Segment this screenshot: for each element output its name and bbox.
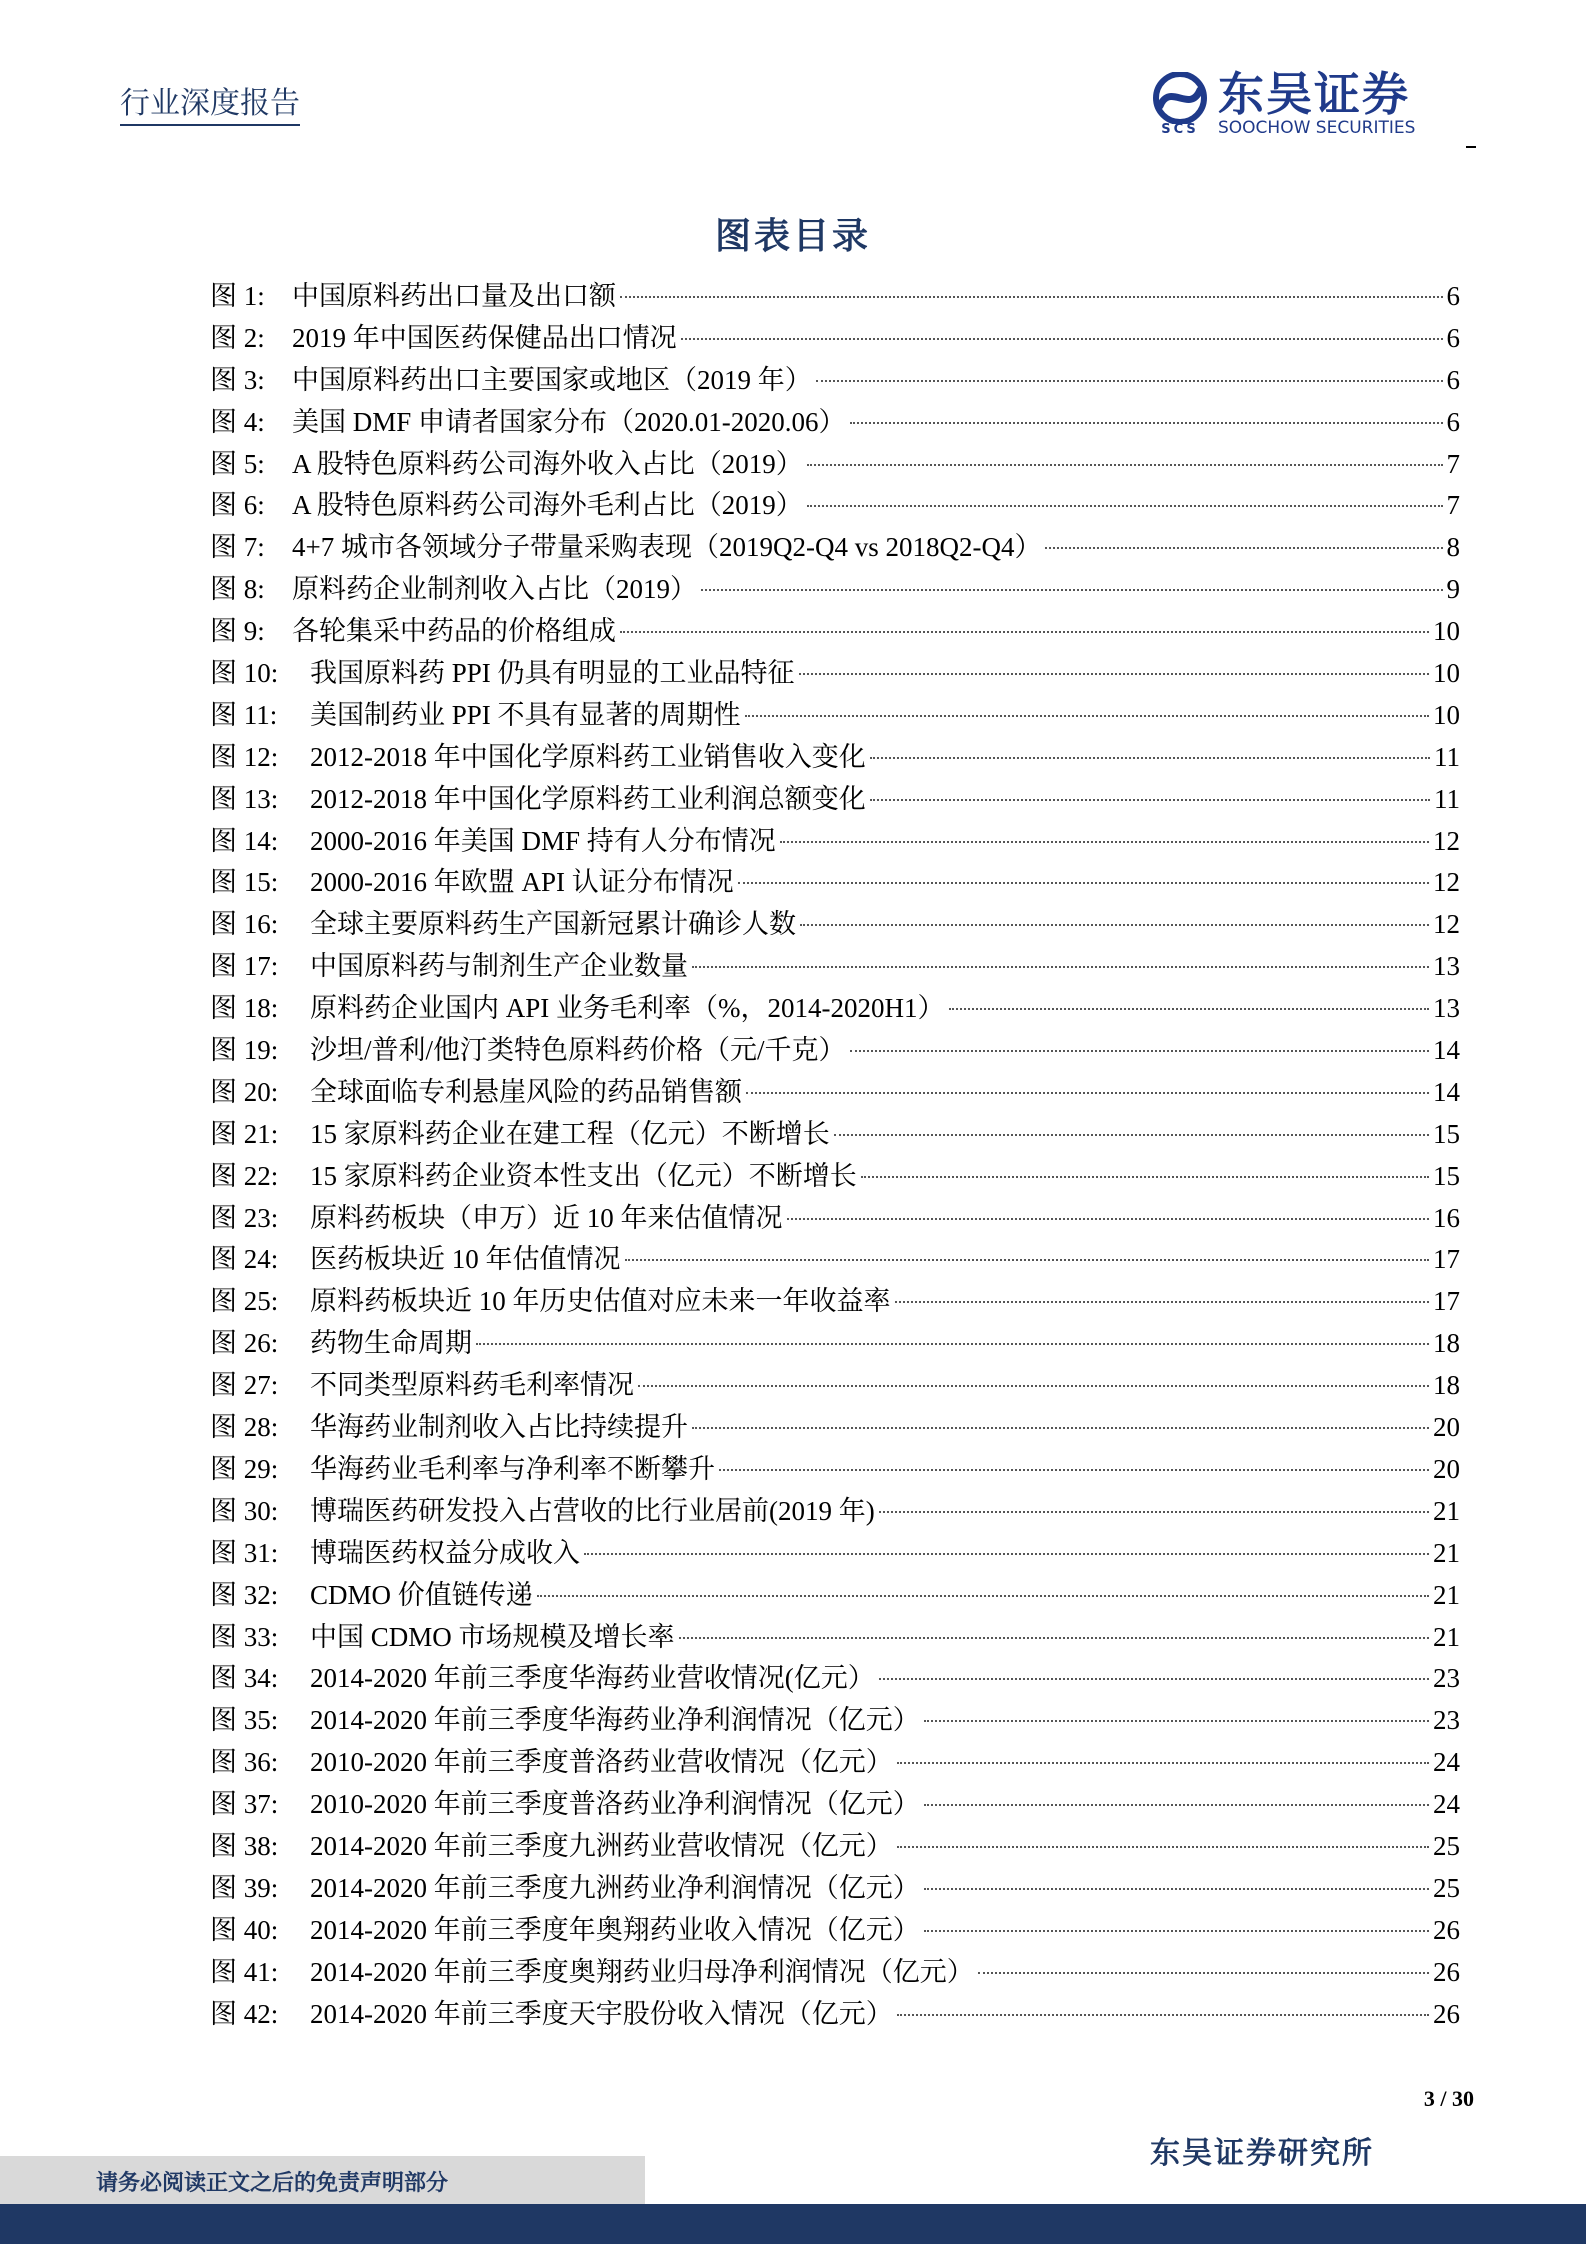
- toc-entry-label: 图 32:: [210, 1579, 279, 1610]
- toc-leader-dots: [692, 1427, 1429, 1429]
- toc-entry-label: 图 27:: [210, 1370, 279, 1401]
- toc-leader-dots: [895, 1301, 1430, 1303]
- toc-entry-page: 6: [1446, 281, 1460, 311]
- toc-leader-dots: [924, 1720, 1429, 1722]
- toc-entry[interactable]: [210, 485, 1460, 527]
- toc-entry-page: 26: [1433, 1998, 1460, 2029]
- report-type-label: 行业深度报告: [120, 78, 300, 126]
- toc-entry-label: 图 25:: [210, 1286, 279, 1317]
- toc-entry[interactable]: [210, 569, 1460, 611]
- toc-entry-title: 全球主要原料药生产国新冠累计确诊人数: [310, 909, 796, 940]
- toc-entry-page: 23: [1433, 1663, 1460, 1694]
- toc-entry[interactable]: [210, 402, 1460, 444]
- toc-entry[interactable]: [210, 1658, 1460, 1700]
- toc-entry-title: 2014-2020 年前三季度奥翔药业归母净利润情况（亿元）: [310, 1956, 974, 1987]
- toc-entry[interactable]: [210, 988, 1460, 1030]
- toc-entry[interactable]: [210, 444, 1460, 486]
- toc-list: [210, 276, 1460, 2035]
- toc-entry-title: 2014-2020 年前三季度华海药业营收情况(亿元）: [310, 1663, 875, 1694]
- toc-entry-title: 2014-2020 年前三季度九洲药业净利润情况（亿元）: [310, 1872, 920, 1903]
- footer-organization: 东吴证券研究所: [1150, 2136, 1374, 2171]
- toc-entry-label: 图 1:: [210, 281, 265, 311]
- toc-entry-label: 图 16:: [210, 909, 279, 940]
- toc-entry-title: 华海药业制剂收入占比持续提升: [310, 1412, 688, 1443]
- toc-entry-title: 2010-2020 年前三季度普洛药业营收情况（亿元）: [310, 1747, 893, 1778]
- toc-title: 图表目录: [714, 215, 871, 257]
- toc-entry-title: 全球面临专利悬崖风险的药品销售额: [310, 1076, 742, 1107]
- toc-entry-page: 11: [1434, 741, 1460, 772]
- toc-leader-dots: [924, 1804, 1429, 1806]
- toc-leader-dots: [879, 1511, 1429, 1513]
- toc-entry-label: 图 19:: [210, 1035, 279, 1066]
- toc-entry-label: 图 34:: [210, 1663, 279, 1694]
- toc-entry[interactable]: [210, 904, 1460, 946]
- toc-entry-label: 图 21:: [210, 1118, 279, 1149]
- toc-entry[interactable]: [210, 1156, 1460, 1198]
- toc-entry[interactable]: [210, 862, 1460, 904]
- toc-entry-label: 图 41:: [210, 1956, 279, 1987]
- toc-leader-dots: [897, 1762, 1429, 1764]
- toc-entry-page: 25: [1433, 1830, 1460, 1861]
- toc-leader-dots: [537, 1595, 1429, 1597]
- toc-entry-label: 图 29:: [210, 1453, 279, 1484]
- toc-entry[interactable]: [210, 1323, 1460, 1365]
- footer-bar: [0, 2204, 1586, 2244]
- toc-entry-label: 图 13:: [210, 783, 279, 814]
- toc-leader-dots: [692, 966, 1429, 968]
- toc-entry[interactable]: [210, 1072, 1460, 1114]
- toc-entry-page: 11: [1434, 783, 1460, 814]
- toc-entry-label: 图 42:: [210, 1998, 279, 2029]
- toc-entry[interactable]: [210, 737, 1460, 779]
- toc-entry-label: 图 22:: [210, 1160, 279, 1191]
- toc-entry-title: 2014-2020 年前三季度九洲药业营收情况（亿元）: [310, 1830, 893, 1861]
- toc-leader-dots: [620, 631, 1429, 633]
- toc-entry-page: 18: [1433, 1370, 1460, 1401]
- toc-entry[interactable]: [210, 1742, 1460, 1784]
- toc-leader-dots: [861, 1176, 1429, 1178]
- toc-entry[interactable]: [210, 1030, 1460, 1072]
- toc-entry-title: 博瑞医药研发投入占营收的比行业居前(2019 年): [310, 1495, 875, 1526]
- toc-entry-label: 图 2:: [210, 322, 265, 353]
- toc-entry-label: 图 15:: [210, 867, 279, 898]
- toc-leader-dots: [897, 1846, 1429, 1848]
- toc-entry[interactable]: [210, 1910, 1460, 1952]
- toc-entry-page: 10: [1433, 616, 1460, 647]
- toc-entry[interactable]: [210, 779, 1460, 821]
- toc-entry-title: 4+7 城市各领域分子带量采购表现（2019Q2-Q4 vs 2018Q2-Q4）: [292, 532, 1042, 563]
- toc-entry-label: 图 5:: [210, 448, 265, 479]
- toc-entry[interactable]: [210, 318, 1460, 360]
- toc-leader-dots: [897, 2014, 1429, 2016]
- toc-leader-dots: [924, 1888, 1429, 1890]
- toc-entry[interactable]: [210, 1784, 1460, 1826]
- footer-disclaimer: 请务必阅读正文之后的免责声明部分: [96, 2171, 449, 2196]
- toc-entry-label: 图 17:: [210, 951, 279, 982]
- toc-entry-label: 图 11:: [210, 699, 278, 730]
- toc-leader-dots: [780, 841, 1429, 843]
- toc-entry-label: 图 36:: [210, 1747, 279, 1778]
- toc-entry-title: 2019 年中国医药保健品出口情况: [292, 322, 677, 353]
- toc-entry-page: 21: [1433, 1537, 1460, 1568]
- toc-entry[interactable]: [210, 1826, 1460, 1868]
- toc-entry-label: 图 26:: [210, 1328, 279, 1359]
- toc-entry-label: 图 9:: [210, 616, 265, 647]
- toc-leader-dots: [745, 715, 1429, 717]
- toc-leader-dots: [638, 1385, 1429, 1387]
- toc-entry-page: 14: [1433, 1076, 1460, 1107]
- toc-entry[interactable]: [210, 695, 1460, 737]
- toc-entry-label: 图 38:: [210, 1830, 279, 1861]
- toc-entry[interactable]: [210, 1868, 1460, 1910]
- toc-entry-label: 图 6:: [210, 490, 265, 521]
- toc-leader-dots: [834, 1134, 1429, 1136]
- scs-logo-icon: [1148, 72, 1212, 124]
- toc-entry-page: 26: [1433, 1956, 1460, 1987]
- page-number: 3 / 30: [1423, 2086, 1474, 2111]
- toc-entry-page: 17: [1433, 1244, 1460, 1275]
- toc-entry[interactable]: [210, 611, 1460, 653]
- toc-entry-page: 10: [1433, 699, 1460, 730]
- toc-leader-dots: [879, 1678, 1429, 1680]
- toc-entry-page: 13: [1433, 993, 1460, 1024]
- toc-entry-title: 中国 CDMO 市场规模及增长率: [310, 1621, 675, 1652]
- toc-entry-page: 24: [1433, 1789, 1460, 1820]
- toc-entry-page: 21: [1433, 1579, 1460, 1610]
- toc-entry-title: 中国原料药出口主要国家或地区（2019 年）: [292, 364, 812, 395]
- toc-entry-page: 25: [1433, 1872, 1460, 1903]
- toc-leader-dots: [870, 757, 1430, 759]
- toc-entry[interactable]: [210, 653, 1460, 695]
- toc-entry-title: 我国原料药 PPI 仍具有明显的工业品特征: [310, 658, 795, 689]
- toc-entry-label: 图 23:: [210, 1202, 279, 1233]
- toc-entry[interactable]: [210, 1365, 1460, 1407]
- toc-entry-page: 7: [1446, 448, 1460, 479]
- toc-entry-label: 图 28:: [210, 1412, 279, 1443]
- toc-entry-label: 图 8:: [210, 574, 265, 605]
- toc-entry-title: 沙坦/普利/他汀类特色原料药价格（元/千克）: [310, 1035, 846, 1066]
- toc-entry-title: 美国 DMF 申请者国家分布（2020.01-2020.06）: [292, 406, 846, 437]
- toc-entry-page: 16: [1433, 1202, 1460, 1233]
- toc-entry-page: 6: [1446, 406, 1460, 437]
- toc-leader-dots: [978, 1972, 1429, 1974]
- toc-entry-page: 26: [1433, 1914, 1460, 1945]
- toc-entry-page: 15: [1433, 1160, 1460, 1191]
- toc-entry-title: 不同类型原料药毛利率情况: [310, 1370, 634, 1401]
- toc-entry-label: 图 40:: [210, 1914, 279, 1945]
- toc-entry-label: 图 14:: [210, 825, 279, 856]
- toc-entry-label: 图 37:: [210, 1789, 279, 1820]
- toc-entry-page: 6: [1446, 364, 1460, 395]
- toc-entry[interactable]: [210, 1575, 1460, 1617]
- toc-entry[interactable]: [210, 946, 1460, 988]
- toc-entry-page: 8: [1446, 532, 1460, 563]
- toc-entry-title: 原料药板块近 10 年历史估值对应未来一年收益率: [310, 1286, 891, 1317]
- toc-entry-title: 2000-2016 年美国 DMF 持有人分布情况: [310, 825, 776, 856]
- toc-leader-dots: [924, 1930, 1429, 1932]
- toc-entry[interactable]: [210, 360, 1460, 402]
- toc-leader-dots: [620, 296, 1443, 298]
- toc-entry[interactable]: [210, 1449, 1460, 1491]
- toc-entry-title: 原料药板块（申万）近 10 年来估值情况: [310, 1202, 783, 1233]
- toc-entry-page: 17: [1433, 1286, 1460, 1317]
- toc-entry[interactable]: [210, 276, 1460, 318]
- toc-entry-label: 图 33:: [210, 1621, 279, 1652]
- toc-entry-label: 图 20:: [210, 1076, 279, 1107]
- toc-leader-dots: [679, 1637, 1429, 1639]
- toc-entry[interactable]: [210, 1952, 1460, 1994]
- toc-entry-page: 24: [1433, 1747, 1460, 1778]
- toc-entry-label: 图 12:: [210, 741, 279, 772]
- toc-entry-title: 中国原料药出口量及出口额: [292, 281, 616, 311]
- toc-entry-label: 图 24:: [210, 1244, 279, 1275]
- toc-entry-title: 医药板块近 10 年估值情况: [310, 1244, 621, 1275]
- toc-entry-title: 原料药企业国内 API 业务毛利率（%，2014-2020H1）: [310, 993, 945, 1024]
- toc-entry-page: 14: [1433, 1035, 1460, 1066]
- toc-entry-page: 12: [1433, 825, 1460, 856]
- toc-entry-page: 12: [1433, 909, 1460, 940]
- toc-entry-page: 7: [1446, 490, 1460, 521]
- toc-entry-label: 图 30:: [210, 1495, 279, 1526]
- toc-entry-page: 10: [1433, 658, 1460, 689]
- toc-entry-title: 华海药业毛利率与净利率不断攀升: [310, 1453, 715, 1484]
- toc-entry[interactable]: [210, 1994, 1460, 2036]
- toc-entry-title: 中国原料药与制剂生产企业数量: [310, 951, 688, 982]
- toc-entry-page: 21: [1433, 1495, 1460, 1526]
- toc-entry-page: 9: [1446, 574, 1460, 605]
- toc-entry-page: 15: [1433, 1118, 1460, 1149]
- toc-entry-label: 图 39:: [210, 1872, 279, 1903]
- toc-entry-page: 13: [1433, 951, 1460, 982]
- toc-entry-title: 2012-2018 年中国化学原料药工业销售收入变化: [310, 741, 866, 772]
- logo-en-text: SOOCHOW SECURITIES: [1218, 118, 1416, 138]
- toc-entry-title: 15 家原料药企业资本性支出（亿元）不断增长: [310, 1160, 857, 1191]
- toc-entry-page: 20: [1433, 1412, 1460, 1443]
- toc-leader-dots: [807, 464, 1443, 466]
- toc-entry[interactable]: [210, 1491, 1460, 1533]
- toc-entry-label: 图 31:: [210, 1537, 279, 1568]
- toc-leader-dots: [738, 882, 1429, 884]
- company-logo: [1148, 66, 1478, 146]
- toc-entry-title: 美国制药业 PPI 不具有显著的周期性: [310, 699, 741, 730]
- toc-leader-dots: [719, 1469, 1429, 1471]
- toc-entry-label: 图 35:: [210, 1705, 279, 1736]
- toc-leader-dots: [787, 1218, 1430, 1220]
- toc-leader-dots: [799, 673, 1429, 675]
- toc-entry-page: 23: [1433, 1705, 1460, 1736]
- toc-leader-dots: [800, 924, 1429, 926]
- toc-entry-page: 6: [1446, 322, 1460, 353]
- toc-leader-dots: [701, 589, 1443, 591]
- toc-entry-title: 2014-2020 年前三季度天宇股份收入情况（亿元）: [310, 1998, 893, 2029]
- toc-entry-label: 图 3:: [210, 364, 265, 395]
- toc-entry-page: 18: [1433, 1328, 1460, 1359]
- toc-entry[interactable]: [210, 1114, 1460, 1156]
- toc-entry-title: CDMO 价值链传递: [310, 1579, 533, 1610]
- toc-entry-title: 2010-2020 年前三季度普洛药业净利润情况（亿元）: [310, 1789, 920, 1820]
- logo-abbr: SCS: [1161, 122, 1199, 137]
- toc-leader-dots: [681, 338, 1443, 340]
- toc-leader-dots: [949, 1008, 1430, 1010]
- toc-entry-page: 21: [1433, 1621, 1460, 1652]
- toc-entry-title: 博瑞医药权益分成收入: [310, 1537, 580, 1568]
- toc-entry-title: 2014-2020 年前三季度华海药业净利润情况（亿元）: [310, 1705, 920, 1736]
- toc-entry-title: 各轮集采中药品的价格组成: [292, 616, 616, 647]
- toc-leader-dots: [746, 1092, 1429, 1094]
- toc-leader-dots: [850, 1050, 1429, 1052]
- toc-leader-dots: [850, 422, 1443, 424]
- toc-entry-label: 图 7:: [210, 532, 265, 563]
- toc-entry-label: 图 10:: [210, 658, 279, 689]
- header-rule: [1466, 146, 1476, 148]
- toc-entry[interactable]: [210, 1198, 1460, 1240]
- toc-leader-dots: [807, 505, 1443, 507]
- toc-entry[interactable]: [210, 1617, 1460, 1659]
- toc-entry[interactable]: [210, 821, 1460, 863]
- toc-entry-title: 原料药企业制剂收入占比（2019）: [292, 574, 697, 605]
- toc-entry[interactable]: [210, 1700, 1460, 1742]
- toc-entry-page: 20: [1433, 1453, 1460, 1484]
- toc-leader-dots: [870, 799, 1430, 801]
- toc-entry[interactable]: [210, 1239, 1460, 1281]
- toc-entry-label: 图 18:: [210, 993, 279, 1024]
- toc-leader-dots: [476, 1343, 1429, 1345]
- toc-entry-title: A 股特色原料药公司海外收入占比（2019）: [292, 448, 803, 479]
- toc-entry[interactable]: [210, 1533, 1460, 1575]
- toc-entry[interactable]: [210, 527, 1460, 569]
- toc-leader-dots: [1045, 547, 1442, 549]
- toc-entry-title: 2012-2018 年中国化学原料药工业利润总额变化: [310, 783, 866, 814]
- toc-entry-label: 图 4:: [210, 406, 265, 437]
- toc-leader-dots: [816, 380, 1443, 382]
- toc-entry-title: 2000-2016 年欧盟 API 认证分布情况: [310, 867, 734, 898]
- toc-entry[interactable]: [210, 1407, 1460, 1449]
- toc-entry-title: A 股特色原料药公司海外毛利占比（2019）: [292, 490, 803, 521]
- toc-entry-title: 2014-2020 年前三季度年奥翔药业收入情况（亿元）: [310, 1914, 920, 1945]
- toc-entry[interactable]: [210, 1281, 1460, 1323]
- toc-entry-title: 15 家原料药企业在建工程（亿元）不断增长: [310, 1118, 830, 1149]
- toc-leader-dots: [584, 1553, 1429, 1555]
- toc-entry-title: 药物生命周期: [310, 1328, 472, 1359]
- toc-entry-page: 12: [1433, 867, 1460, 898]
- toc-leader-dots: [625, 1259, 1430, 1261]
- logo-cn-text: 东吴证券: [1218, 67, 1410, 121]
